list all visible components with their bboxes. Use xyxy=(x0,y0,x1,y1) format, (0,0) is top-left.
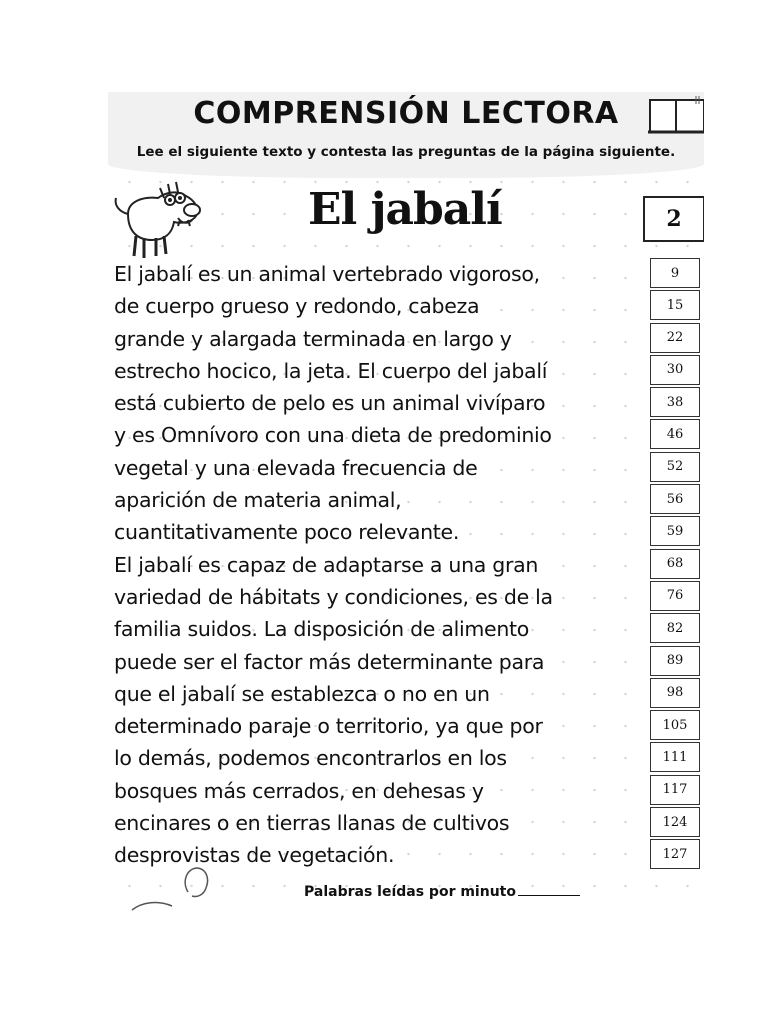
word-count-box: 98 xyxy=(650,678,700,708)
page-title: COMPRENSIÓN LECTORA xyxy=(193,96,619,131)
word-count-box: 46 xyxy=(650,419,700,449)
text-line xyxy=(108,387,704,419)
text-line-content: cuantitativamente poco relevante. xyxy=(114,520,460,545)
text-line-content: El jabalí es capaz de adaptarse a una gran xyxy=(114,552,539,577)
reading-text xyxy=(108,258,704,872)
page-number-box: 2 xyxy=(643,196,704,242)
text-line xyxy=(108,355,704,387)
text-line xyxy=(108,323,704,355)
text-line xyxy=(108,419,704,451)
story-title: El jabalí xyxy=(308,184,502,235)
text-line xyxy=(108,452,704,484)
boar-illustration-icon xyxy=(108,174,208,260)
text-line-content: vegetal y una elevada frecuencia de xyxy=(114,455,478,480)
text-line-content: grande y alargada terminada en largo y xyxy=(114,326,512,351)
text-line-content: determinado paraje o territorio, ya que por xyxy=(114,714,543,739)
word-count-box: 30 xyxy=(650,355,700,385)
word-count-box: 38 xyxy=(650,387,700,417)
text-line-content: de cuerpo grueso y redondo, cabeza xyxy=(114,294,480,319)
text-line-content: que el jabalí se establezca o no en un xyxy=(114,681,490,706)
word-count-box: 22 xyxy=(650,323,700,353)
text-line-content: y es Omnívoro con una dieta de predominio xyxy=(114,423,552,448)
text-line-content: aparición de materia animal, xyxy=(114,488,402,513)
doodle-icon xyxy=(128,862,238,912)
text-line-content: lo demás, podemos encontrarlos en los xyxy=(114,746,507,771)
worksheet xyxy=(108,92,704,912)
text-line xyxy=(108,710,704,742)
word-count-box: 9 xyxy=(650,258,700,288)
word-count-box: 127 xyxy=(650,839,700,869)
text-line-content: puede ser el factor más determinante para xyxy=(114,649,545,674)
word-count-box: 56 xyxy=(650,484,700,514)
text-line xyxy=(108,775,704,807)
text-line-content: familia suidos. La disposición de alimento xyxy=(114,617,530,642)
word-count-box: 105 xyxy=(650,710,700,740)
text-line xyxy=(108,516,704,548)
text-line xyxy=(108,742,704,774)
text-line-content: estrecho hocico, la jeta. El cuerpo del jabalí xyxy=(114,358,548,383)
text-line-content: El jabalí es un animal vertebrado vigoroso, xyxy=(114,262,540,286)
text-line xyxy=(108,613,704,645)
words-per-minute-field[interactable] xyxy=(304,882,580,900)
text-line xyxy=(108,807,704,839)
word-count-box: 82 xyxy=(650,613,700,643)
text-line-content: desprovistas de vegetación. xyxy=(114,843,395,868)
book-icon xyxy=(646,92,704,136)
words-per-minute-label: Palabras leídas por minuto xyxy=(304,884,516,900)
words-per-minute-blank[interactable] xyxy=(518,882,580,896)
text-line xyxy=(108,484,704,516)
word-count-box: 59 xyxy=(650,516,700,546)
text-line xyxy=(108,678,704,710)
text-line-content: está cubierto de pelo es un animal vivíparo xyxy=(114,391,546,416)
text-line xyxy=(108,581,704,613)
word-count-box: 89 xyxy=(650,646,700,676)
text-line xyxy=(108,549,704,581)
word-count-box: 117 xyxy=(650,775,700,805)
word-count-box: 15 xyxy=(650,290,700,320)
text-line xyxy=(108,646,704,678)
instructions-text: Lee el siguiente texto y contesta las preguntas de la página siguiente. xyxy=(136,144,676,160)
word-count-box: 111 xyxy=(650,742,700,772)
text-line-content: variedad de hábitats y condiciones, es de la xyxy=(114,584,553,609)
text-line-content: encinares o en tierras llanas de cultivos xyxy=(114,811,510,836)
word-count-box: 124 xyxy=(650,807,700,837)
word-count-box: 76 xyxy=(650,581,700,611)
text-line-content: bosques más cerrados, en dehesas y xyxy=(114,778,484,803)
word-count-box: 52 xyxy=(650,452,700,482)
text-line xyxy=(108,258,704,290)
text-line xyxy=(108,290,704,322)
word-count-box: 68 xyxy=(650,549,700,579)
